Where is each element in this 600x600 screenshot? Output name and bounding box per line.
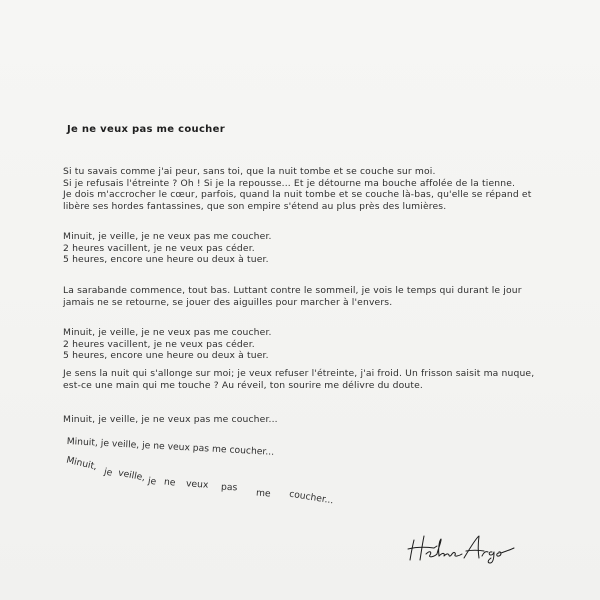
closing-word: ne: [163, 476, 177, 489]
refrain-2: [63, 327, 553, 362]
closing-line-1: Minuit, je veille, je ne veux pas me coucher...: [63, 414, 278, 425]
stanza-2: [63, 285, 553, 308]
refrain-line: 5 heures, encore une heure ou deux à tuer.: [63, 254, 269, 266]
refrain-line: 2 heures vacillent, je ne veux pas céder.: [63, 242, 255, 254]
stanza-line: Je sens la nuit qui s'allonge sur moi; je veux refuser l'étreinte, j'ai froid. Un frisson saisit ma nuque,: [63, 368, 535, 379]
poem-title: Je ne veux pas me coucher: [67, 124, 225, 135]
stanza-1: [63, 166, 553, 212]
stanza-line: La sarabande commence, tout bas. Luttant contre le sommeil, je vois le temps qui durant le jour: [63, 285, 522, 296]
refrain-line: 5 heures, encore une heure ou deux à tuer.: [63, 350, 269, 362]
stanza-line: Si tu savais comme j'ai peur, sans toi, que la nuit tombe et se couche sur moi.: [63, 166, 436, 177]
signature-image: [404, 530, 524, 564]
closing-word: me: [255, 487, 271, 500]
closing-word: coucher...: [288, 488, 335, 507]
stanza-line: est-ce une main qui me touche ? Au réveil, ton sourire me délivre du doute.: [63, 379, 423, 391]
closing-word: je: [147, 475, 158, 488]
closing-word: veux: [185, 478, 209, 491]
stanza-line: Je dois m'accrocher le cœur, parfois, quand la nuit tombe et se couche là-bas, qu'elle se répand et: [63, 189, 532, 201]
closing-word: Minuit,: [65, 454, 99, 473]
closing-word: pas: [220, 481, 238, 494]
closing-word: veille,: [117, 467, 147, 484]
refrain-line: Minuit, je veille, je ne veux pas me coucher.: [63, 231, 272, 242]
closing-line-2: Minuit, je veille, je ne veux pas me coucher...: [66, 436, 275, 458]
stanza-line: jamais ne se retourne, se jouer des aiguilles pour marcher à l'envers.: [63, 296, 393, 308]
refrain-line: 2 heures vacillent, je ne veux pas céder.: [63, 338, 255, 350]
stanza-3: [63, 368, 553, 391]
refrain-1: [63, 231, 553, 266]
closing-word: je: [102, 466, 114, 479]
stanza-line: libère ses hordes fantassines, que son empire s'étend au plus près des lumières.: [63, 200, 447, 212]
stanza-line: Si je refusais l'étreinte ? Oh ! Si je la repousse... Et je détourne ma bouche affolée de la tienne.: [63, 177, 516, 189]
refrain-line: Minuit, je veille, je ne veux pas me coucher.: [63, 327, 272, 338]
